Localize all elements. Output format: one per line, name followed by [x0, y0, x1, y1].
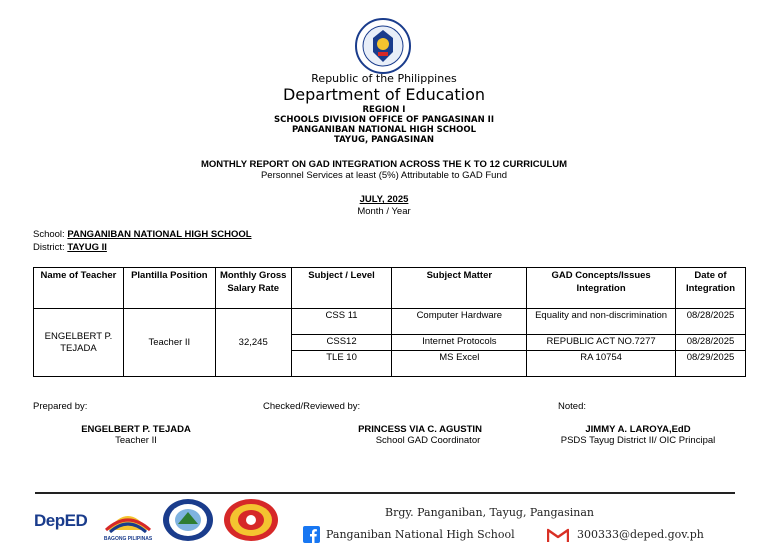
teacher-name-cell: ENGELBERT P. TEJADA	[34, 309, 124, 377]
header-subject: Subject / Level	[291, 268, 392, 309]
republic-text: Republic of the Philippines	[311, 72, 457, 85]
table-header-row	[34, 268, 746, 309]
department-title: Department of Education	[282, 85, 486, 104]
checked-label: Checked/Reviewed by:	[263, 401, 361, 412]
gad-cell: RA 10754	[527, 351, 676, 377]
header-matter: Subject Matter	[392, 268, 527, 309]
matter-cell: MS Excel	[392, 351, 527, 377]
school-line	[33, 229, 252, 240]
report-title: MONTHLY REPORT ON GAD INTEGRATION ACROSS THE K TO 12 CURRICULUM	[200, 159, 568, 170]
header-gad: GAD Concepts/Issues Integration	[527, 268, 676, 309]
bagong-pilipinas-logo	[100, 500, 156, 542]
matter-cell: Computer Hardware	[392, 309, 527, 335]
report-month: JULY, 2025	[359, 194, 409, 205]
footer-facebook[interactable]: Panganiban National High School	[326, 528, 515, 541]
subject-cell: TLE 10	[291, 351, 392, 377]
gad-cell: REPUBLIC ACT NO.7277	[527, 335, 676, 351]
checked-title: School GAD Coordinator	[375, 435, 481, 446]
month-label: Month / Year	[357, 206, 411, 217]
header-salary: Monthly Gross Salary Rate	[215, 268, 291, 309]
footer-email[interactable]: 300333@deped.gov.ph	[577, 528, 704, 541]
header-name: Name of Teacher	[34, 268, 124, 309]
position-cell: Teacher II	[123, 309, 215, 377]
school-heading: PANGANIBAN NATIONAL HIGH SCHOOL	[291, 125, 477, 135]
prepared-title: Teacher II	[115, 435, 157, 446]
table-row	[34, 309, 746, 335]
date-cell: 08/28/2025	[676, 335, 746, 351]
noted-title: PSDS Tayug District II/ OIC Principal	[560, 435, 716, 446]
footer-divider	[35, 492, 735, 494]
region-text: REGION I	[362, 105, 406, 115]
deped-seal-logo	[355, 18, 411, 74]
division-text: SCHOOLS DIVISION OFFICE OF PANGASINAN II	[273, 115, 495, 125]
bagong-pilipinas-text: BAGONG PILIPINAS	[103, 536, 153, 542]
gmail-icon	[547, 528, 569, 543]
school-seal-logo	[162, 498, 214, 542]
district-label: District:	[33, 242, 65, 253]
subject-cell: CSS 11	[291, 309, 392, 335]
matter-cell: Internet Protocols	[392, 335, 527, 351]
school-value: PANGANIBAN NATIONAL HIGH SCHOOL	[67, 229, 252, 240]
division-seal-logo	[223, 498, 279, 542]
location-text: TAYUG, PANGASINAN	[334, 135, 434, 145]
date-cell: 08/29/2025	[676, 351, 746, 377]
deped-logo-text: DepED	[34, 511, 88, 530]
gad-table	[33, 267, 746, 377]
footer-address: Brgy. Panganiban, Tayug, Pangasinan	[385, 506, 594, 519]
facebook-icon	[303, 526, 320, 543]
checked-name: PRINCESS VIA C. AGUSTIN	[358, 424, 482, 435]
deped-logo	[34, 511, 100, 533]
header-position: Plantilla Position	[123, 268, 215, 309]
gad-cell: Equality and non-discrimination	[527, 309, 676, 335]
noted-name: JIMMY A. LAROYA,EdD	[585, 424, 691, 435]
header-date: Date of Integration	[676, 268, 746, 309]
prepared-name: ENGELBERT P. TEJADA	[81, 424, 191, 435]
date-cell: 08/28/2025	[676, 309, 746, 335]
subject-cell: CSS12	[291, 335, 392, 351]
noted-label: Noted:	[558, 401, 586, 412]
report-subtitle: Personnel Services at least (5%) Attributable to GAD Fund	[260, 170, 508, 181]
salary-cell: 32,245	[215, 309, 291, 377]
school-label: School:	[33, 229, 65, 240]
district-value: TAYUG II	[67, 242, 107, 253]
prepared-label: Prepared by:	[33, 401, 88, 412]
district-line	[33, 242, 107, 253]
